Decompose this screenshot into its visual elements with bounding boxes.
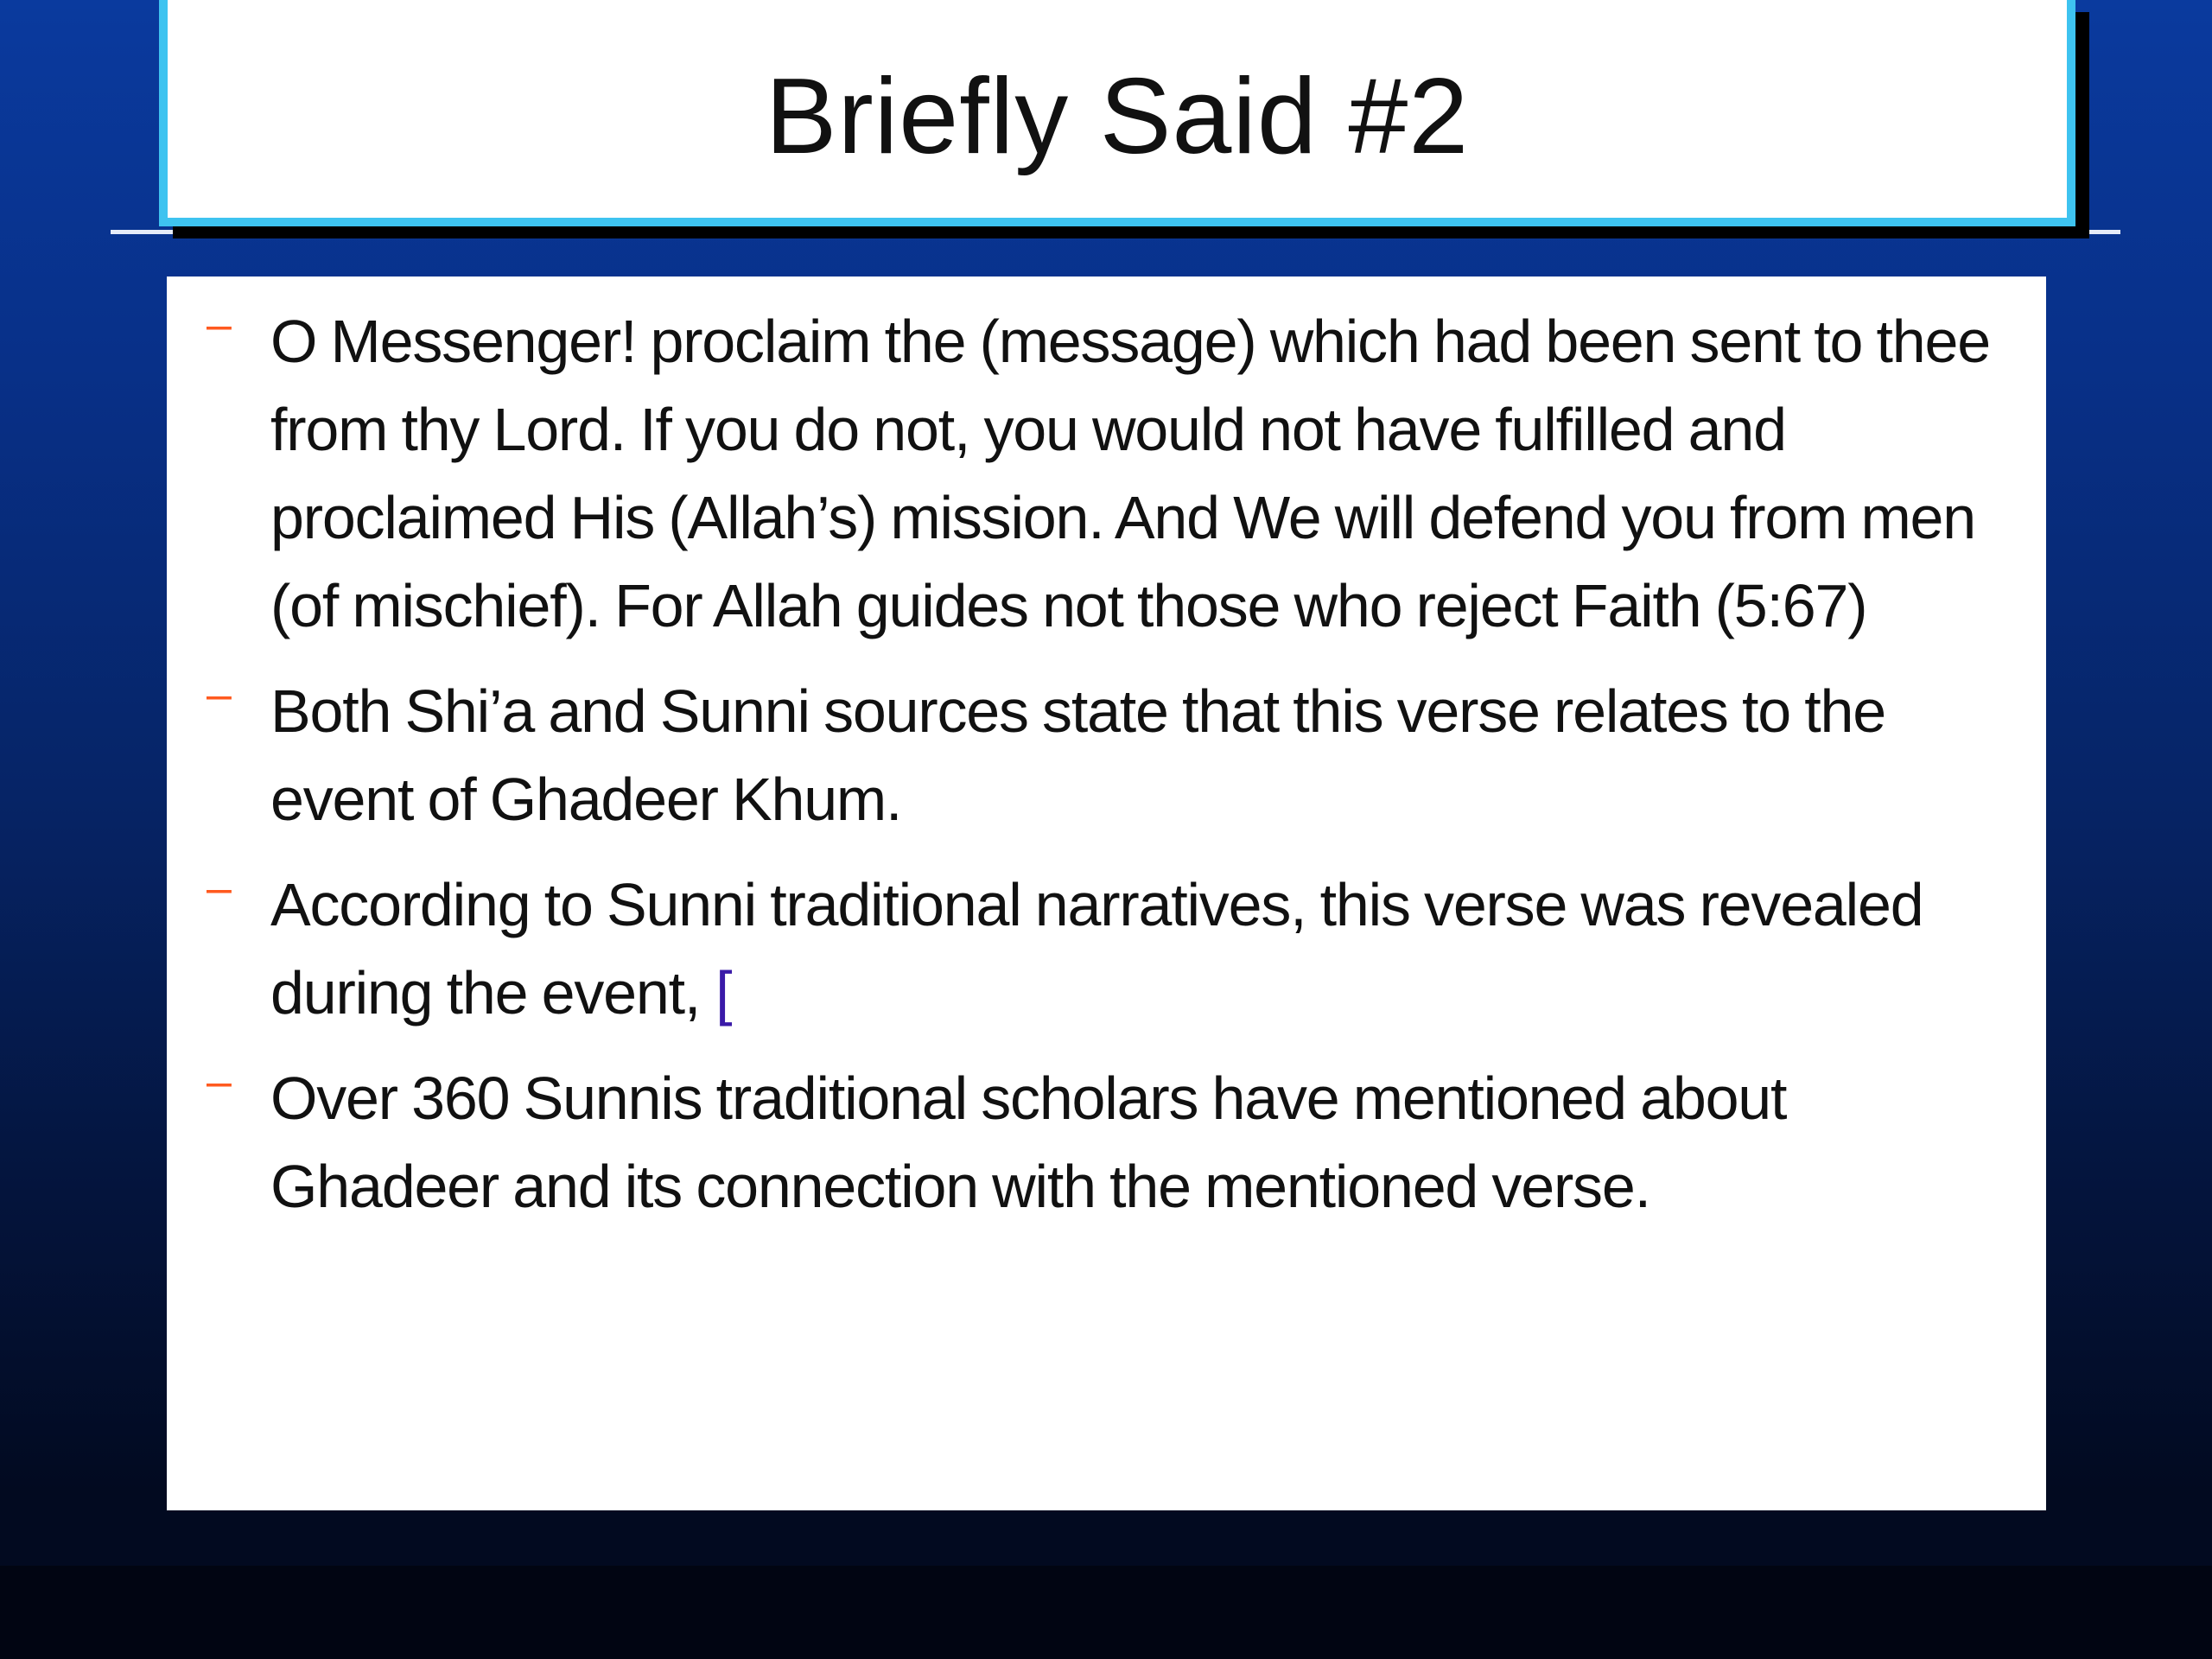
bullet-marker: – xyxy=(207,300,232,350)
bullet-item xyxy=(207,1054,2020,1230)
bullet-marker: – xyxy=(207,863,232,913)
title-box xyxy=(159,0,2075,226)
slide-title: Briefly Said #2 xyxy=(765,57,1470,176)
bullet-text: Over 360 Sunnis traditional scholars have mentioned about Ghadeer and its connection with the mentioned verse. xyxy=(270,1065,1787,1220)
bullet-marker: – xyxy=(207,1057,232,1107)
bullet-text: Both Shi’a and Sunni sources state that this verse relates to the event of Ghadeer Khum. xyxy=(270,677,1885,833)
bullet-item xyxy=(207,861,2020,1037)
citation-link[interactable]: [ xyxy=(715,959,732,1027)
bottom-band xyxy=(0,1566,2212,1659)
bullet-item xyxy=(207,297,2020,650)
bullet-text xyxy=(270,861,2020,1037)
bullet-text: O Messenger! proclaim the (message) which had been sent to thee from thy Lord. If you do not, you would not have fulfilled and proclaimed His (Allah’s) mission. And We will defend you from men (of mischief). For Allah guides not those who reject Faith (5:67) xyxy=(270,308,1990,639)
bullet-item xyxy=(207,667,2020,843)
bullet-marker: – xyxy=(207,670,232,720)
bullet-text-main: According to Sunni traditional narratives, this verse was revealed during the event, xyxy=(270,871,1923,1027)
bullet-list xyxy=(207,297,2020,1230)
content-box xyxy=(167,276,2046,1510)
